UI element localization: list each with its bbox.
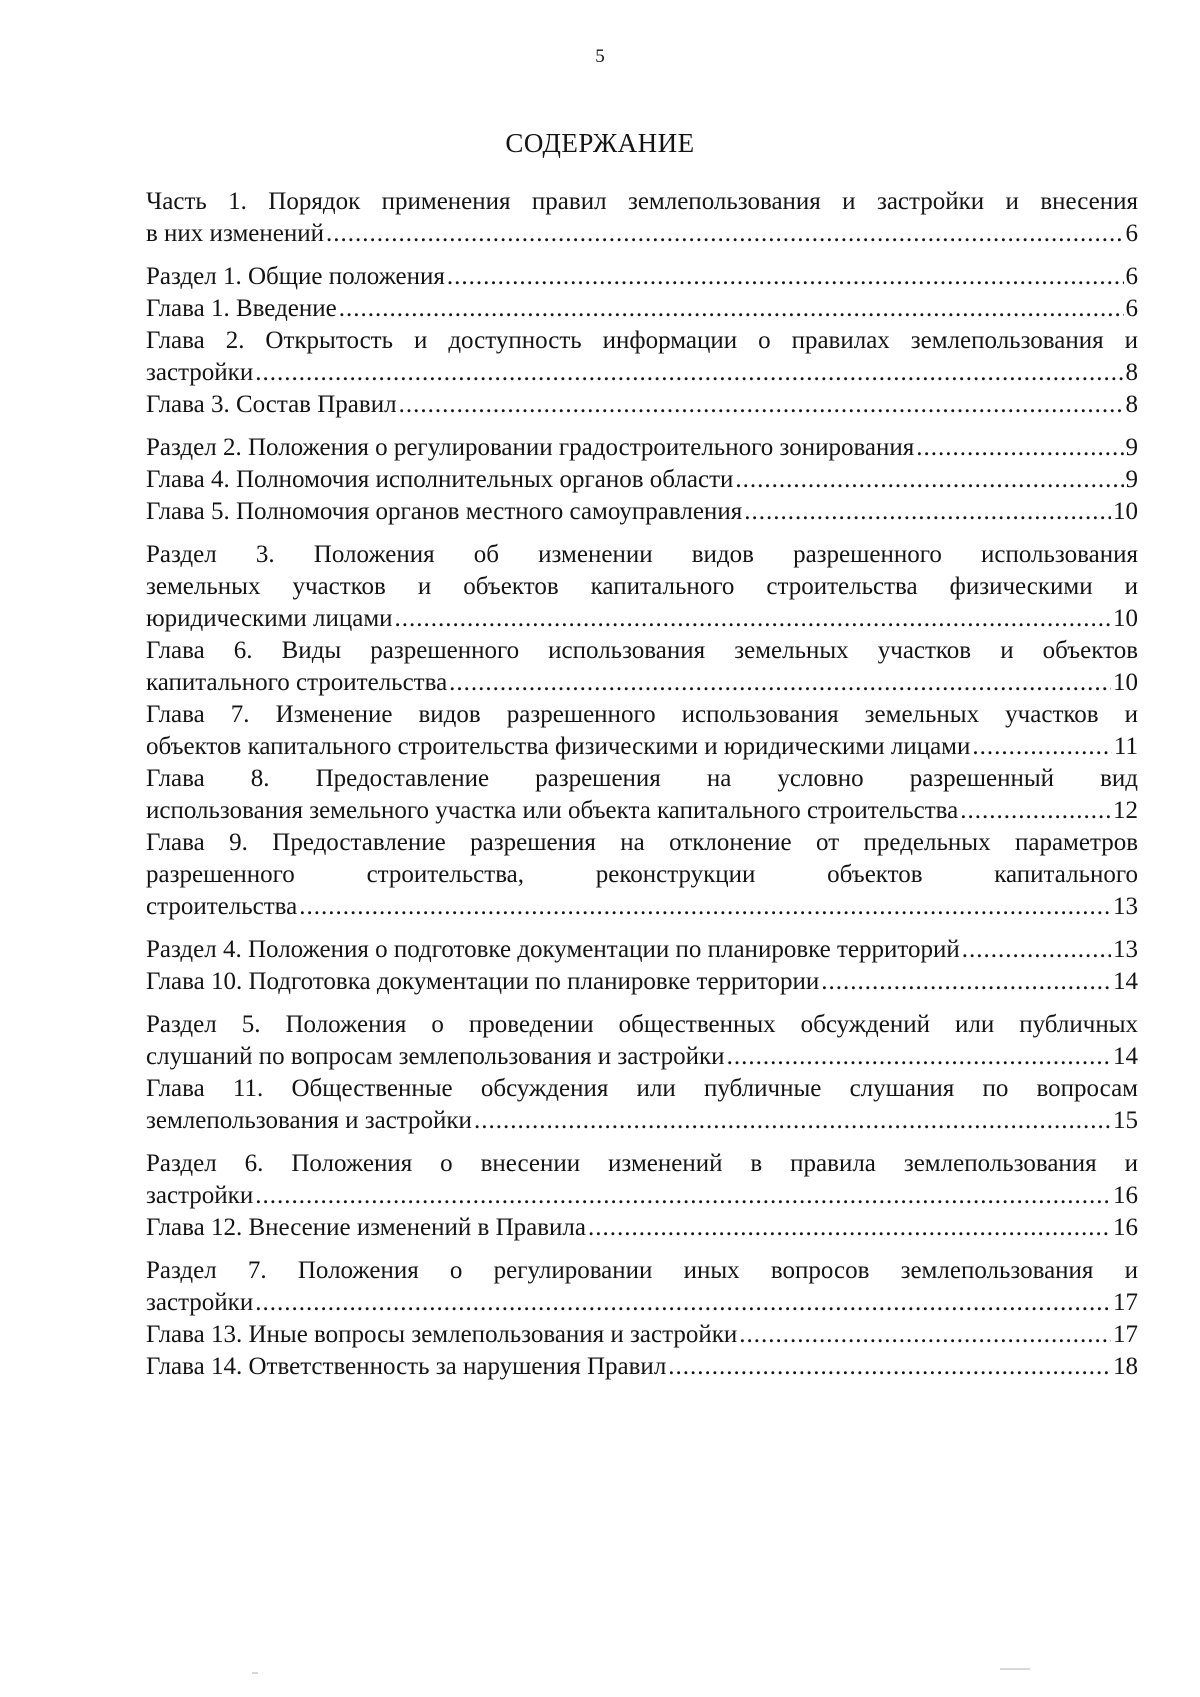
- toc-entry-last-line: [146, 1105, 1138, 1137]
- dot-leader: [299, 891, 1111, 923]
- toc-page-number: 10: [1113, 605, 1138, 632]
- toc-group: [146, 432, 1138, 528]
- dot-leader: [447, 261, 1124, 293]
- toc-page-number: 16: [1113, 1182, 1138, 1209]
- toc-entry-last-line: [146, 731, 1138, 763]
- toc-entry[interactable]: [146, 293, 1138, 325]
- toc-entry-last-line: [146, 603, 1138, 635]
- toc-entry-title: в них изменений: [146, 220, 324, 247]
- dot-leader: [916, 432, 1123, 464]
- toc-page-number: 14: [1113, 1043, 1138, 1070]
- toc-entry-last-line: [146, 1287, 1138, 1319]
- dot-leader: [255, 357, 1123, 389]
- toc-page-number: 8: [1125, 391, 1138, 418]
- toc-entry-last-line: [146, 966, 1138, 998]
- toc-page-number: 11: [1113, 733, 1138, 760]
- toc-entry-title: использования земельного участка или объекта капитального строительства: [146, 797, 959, 824]
- toc-entry-last-line: [146, 432, 1138, 464]
- toc-entry[interactable]: [146, 1148, 1138, 1212]
- toc-entry[interactable]: [146, 186, 1138, 250]
- toc-entry-last-line: [146, 1351, 1138, 1383]
- toc-entry-line: Глава 8. Предоставление разрешения на условно разрешенный вид: [146, 765, 1138, 792]
- toc-entry-title: капитального строительства: [146, 669, 448, 696]
- toc-entry-title: землепользования и застройки: [146, 1107, 472, 1134]
- dot-leader: [821, 966, 1111, 998]
- toc-group: [146, 261, 1138, 421]
- toc-entry-last-line: [146, 795, 1138, 827]
- toc-entry-last-line: [146, 496, 1138, 528]
- toc-page-number: 14: [1113, 968, 1138, 995]
- toc-entry-last-line: [146, 667, 1138, 699]
- toc-entry-title: Раздел 1. Общие положения: [146, 263, 445, 290]
- toc-entry-title: строительства: [146, 893, 298, 920]
- toc-group: [146, 186, 1138, 250]
- toc-entry-title: юридическими лицами: [146, 605, 393, 632]
- dot-leader: [449, 667, 1111, 699]
- dot-leader: [339, 293, 1124, 325]
- toc-entry-line: Глава 6. Виды разрешенного использования земельных участков и объектов: [146, 637, 1138, 664]
- dot-leader: [960, 795, 1111, 827]
- toc-page-number: 17: [1113, 1321, 1138, 1348]
- toc-group: [146, 1255, 1138, 1383]
- scan-artifact: [1000, 1668, 1030, 1670]
- toc-entry[interactable]: [146, 1073, 1138, 1137]
- toc-entry[interactable]: [146, 1319, 1138, 1351]
- toc-entry-title: Раздел 2. Положения о регулировании градостроительного зонирования: [146, 434, 915, 461]
- toc-entry-title: слушаний по вопросам землепользования и застройки: [146, 1043, 725, 1070]
- toc-entry[interactable]: [146, 966, 1138, 998]
- toc-entry-last-line: [146, 1180, 1138, 1212]
- toc-entry-title: Глава 1. Введение: [146, 295, 337, 322]
- toc-entry-title: Глава 13. Иные вопросы землепользования и застройки: [146, 1321, 738, 1348]
- toc-entry-title: Глава 10. Подготовка документации по планировке территории: [146, 968, 820, 995]
- toc-entry[interactable]: [146, 432, 1138, 464]
- toc-entry-title: Раздел 4. Положения о подготовке документации по планировке территорий: [146, 936, 960, 963]
- toc-entry-line: Глава 11. Общественные обсуждения или публичные слушания по вопросам: [146, 1075, 1138, 1102]
- toc-page-number: 8: [1125, 359, 1138, 386]
- toc-entry[interactable]: [146, 1351, 1138, 1383]
- toc-entry-title: Глава 3. Состав Правил: [146, 391, 397, 418]
- toc-entry[interactable]: [146, 389, 1138, 421]
- dot-leader: [326, 218, 1124, 250]
- toc-entry-last-line: [146, 891, 1138, 923]
- toc-entry[interactable]: [146, 496, 1138, 528]
- toc-entry[interactable]: [146, 1255, 1138, 1319]
- toc-entry[interactable]: [146, 1212, 1138, 1244]
- toc-entry-last-line: [146, 389, 1138, 421]
- toc-entry-line: Раздел 6. Положения о внесении изменений в правила землепользования и: [146, 1150, 1138, 1177]
- toc-entry[interactable]: [146, 1009, 1138, 1073]
- toc-entry-line: Раздел 7. Положения о регулировании иных вопросов землепользования и: [146, 1257, 1138, 1284]
- toc-entry-last-line: [146, 934, 1138, 966]
- toc-entry-title: Глава 12. Внесение изменений в Правила: [146, 1214, 586, 1241]
- toc-entry-line: Глава 7. Изменение видов разрешенного использования земельных участков и: [146, 701, 1138, 728]
- toc-page-number: 12: [1113, 797, 1138, 824]
- toc-entry-title: Глава 14. Ответственность за нарушения Правил: [146, 1353, 667, 1380]
- toc-page-number: 13: [1113, 936, 1138, 963]
- toc-entry-title: застройки: [146, 1289, 254, 1316]
- toc-entry-line: земельных участков и объектов капитального строительства физическими и: [146, 573, 1138, 600]
- toc-page-number: 13: [1113, 893, 1138, 920]
- dot-leader: [962, 934, 1111, 966]
- toc-page-number: 15: [1113, 1107, 1138, 1134]
- toc-entry[interactable]: [146, 635, 1138, 699]
- dot-leader: [255, 1287, 1111, 1319]
- toc-page-number: 16: [1113, 1214, 1138, 1241]
- toc-entry-title: застройки: [146, 1182, 254, 1209]
- toc-entry-last-line: [146, 218, 1138, 250]
- toc-entry-last-line: [146, 1319, 1138, 1351]
- toc-entry[interactable]: [146, 827, 1138, 923]
- dot-leader: [395, 603, 1111, 635]
- toc-group: [146, 539, 1138, 923]
- toc-page-number: 9: [1125, 434, 1138, 461]
- toc-entry-last-line: [146, 1041, 1138, 1073]
- dot-leader: [739, 1319, 1111, 1351]
- page-number: 5: [595, 46, 605, 67]
- toc-page-number: 17: [1113, 1289, 1138, 1316]
- dot-leader: [744, 496, 1111, 528]
- toc-group: [146, 1148, 1138, 1244]
- dot-leader: [668, 1351, 1111, 1383]
- toc-page-number: 18: [1113, 1353, 1138, 1380]
- toc-entry-title: Глава 5. Полномочия органов местного самоуправления: [146, 498, 743, 525]
- toc-entry[interactable]: [146, 325, 1138, 389]
- toc-entry-last-line: [146, 1212, 1138, 1244]
- toc-entry[interactable]: [146, 261, 1138, 293]
- toc-entry-line: Глава 9. Предоставление разрешения на отклонение от предельных параметров: [146, 829, 1138, 856]
- toc-entry[interactable]: [146, 539, 1138, 635]
- dot-leader: [255, 1180, 1111, 1212]
- dot-leader: [735, 464, 1123, 496]
- toc-entry-last-line: [146, 464, 1138, 496]
- toc-entry[interactable]: [146, 763, 1138, 827]
- toc-entry-line: Часть 1. Порядок применения правил землепользования и застройки и внесения: [146, 188, 1138, 215]
- toc-entry-last-line: [146, 357, 1138, 389]
- toc-page-number: 6: [1125, 295, 1138, 322]
- toc-entry-title: объектов капитального строительства физическими и юридическими лицами: [146, 733, 971, 760]
- toc-page-number: 10: [1113, 669, 1138, 696]
- toc-entry-line: Глава 2. Открытость и доступность информации о правилах землепользования и: [146, 327, 1138, 354]
- toc-title: СОДЕРЖАНИЕ: [505, 128, 695, 158]
- dot-leader: [727, 1041, 1111, 1073]
- dot-leader: [588, 1212, 1111, 1244]
- toc-entry[interactable]: [146, 464, 1138, 496]
- toc-entry-title: застройки: [146, 359, 254, 386]
- toc-page-number: 10: [1113, 498, 1138, 525]
- toc-entry-line: Раздел 5. Положения о проведении общественных обсуждений или публичных: [146, 1011, 1138, 1038]
- dot-leader: [399, 389, 1124, 421]
- toc-page-number: 9: [1125, 466, 1138, 493]
- toc-entry-last-line: [146, 293, 1138, 325]
- dot-leader: [972, 731, 1112, 763]
- toc-page-number: 6: [1125, 220, 1138, 247]
- table-of-contents: [146, 186, 1138, 1394]
- toc-entry-last-line: [146, 261, 1138, 293]
- toc-entry[interactable]: [146, 934, 1138, 966]
- toc-entry[interactable]: [146, 699, 1138, 763]
- scan-artifact: [252, 1672, 258, 1674]
- toc-page-number: 6: [1125, 263, 1138, 290]
- toc-group: [146, 1009, 1138, 1137]
- toc-group: [146, 934, 1138, 998]
- toc-entry-line: Раздел 3. Положения об изменении видов разрешенного использования: [146, 541, 1138, 568]
- toc-entry-line: разрешенного строительства, реконструкции объектов капитального: [146, 861, 1138, 888]
- dot-leader: [474, 1105, 1111, 1137]
- toc-entry-title: Глава 4. Полномочия исполнительных органов области: [146, 466, 734, 493]
